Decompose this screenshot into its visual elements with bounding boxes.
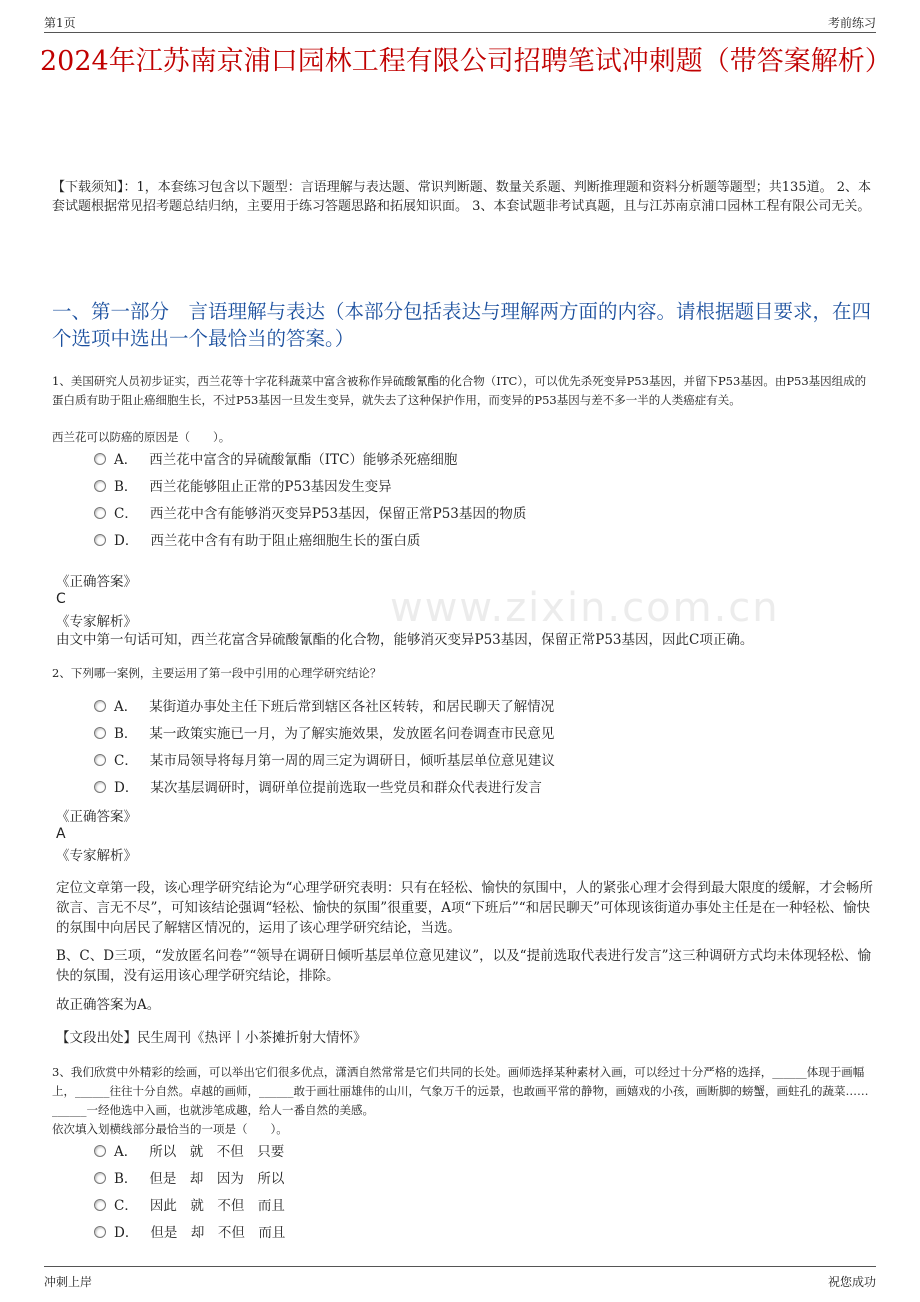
- document-title: 2024年江苏南京浦口园林工程有限公司招聘笔试冲刺题（带答案解析）: [40, 46, 892, 77]
- question-2-option-b[interactable]: B． 某一政策实施已一月，为了解实施效果，发放匿名问卷调查市民意见: [94, 724, 554, 744]
- question-2-option-c[interactable]: C． 某市局领导将每月第一周的周三定为调研日，倾听基层单位意见建议: [94, 751, 555, 771]
- question-1-analysis: 由文中第一句话可知，西兰花富含异硫酸氰酯的化合物，能够消灭变异P53基因，保留正常P53基因，因此C项正确。: [56, 632, 754, 648]
- question-1-option-a[interactable]: A． 西兰花中富含的异硫酸氰酯（ITC）能够杀死癌细胞: [94, 450, 457, 470]
- radio-icon[interactable]: [94, 727, 106, 739]
- question-2-analysis-paragraph-3: 故正确答案为A。: [56, 997, 161, 1013]
- question-1-answer-label: 《正确答案》: [56, 574, 137, 590]
- radio-icon[interactable]: [94, 1199, 106, 1211]
- page-footer: [44, 1266, 876, 1291]
- radio-icon[interactable]: [94, 534, 106, 546]
- section-heading: 一、第一部分 言语理解与表达（本部分包括表达与理解两方面的内容。请根据题目要求，在四个选项中选出一个最恰当的答案。）: [52, 300, 872, 350]
- footer-left-label: 冲刺上岸: [44, 1275, 93, 1289]
- radio-icon[interactable]: [94, 453, 106, 465]
- page-header: [44, 12, 876, 33]
- question-3-option-a[interactable]: A． 所以 就 不但 只要: [94, 1142, 284, 1162]
- question-2-answer: A: [56, 826, 66, 842]
- question-2-source: 【文段出处】民生周刊《热评丨小茶摊折射大情怀》: [56, 1030, 367, 1046]
- question-1-stem: 1、美国研究人员初步证实，西兰花等十字花科蔬菜中富含被称作异硫酸氰酯的化合物（ITC），可以优先杀死变异P53基因，并留下P53基因。由P53基因组成的蛋白质有助于阻止癌细胞生长，不过P53基因一旦发生变异，就失去了这种保护作用，而变异的P53基因与差不多一半的人类癌症有关。: [52, 374, 867, 407]
- question-2-answer-label: 《正确答案》: [56, 809, 137, 825]
- radio-icon[interactable]: [94, 781, 106, 793]
- radio-icon[interactable]: [94, 1145, 106, 1157]
- question-2-analysis-paragraph-1: 定位文章第一段，该心理学研究结论为“心理学研究表明：只有在轻松、愉快的氛围中，人的紧张心理才会得到最大限度的缓解，才会畅所欲言、言无不尽”，可知该结论强调“轻松、愉快的氛围”很重要，A项“下班后”“和居民聊天”可体现该街道办事处主任是在一种轻松、愉快的氛围中向居民了解辖区情况的，运用了该心理学研究结论，当选。: [56, 880, 873, 936]
- question-1-ask: 西兰花可以防癌的原因是（ ）。: [52, 430, 231, 444]
- page-number: 第1页: [44, 16, 76, 30]
- radio-icon[interactable]: [94, 700, 106, 712]
- question-3-ask: 依次填入划横线部分最恰当的一项是（ ）。: [52, 1122, 288, 1136]
- question-2-option-a[interactable]: A． 某街道办事处主任下班后常到辖区各社区转转，和居民聊天了解情况: [94, 697, 554, 717]
- download-notice: 【下载须知】：1，本套练习包含以下题型：言语理解与表达题、常识判断题、数量关系题、判断推理题和资料分析题等题型；共135道。 2、本套试题根据常见招考题总结归纳，主要用于练习答题思路和拓展知识面。 3、本套试题非考试真题，且与江苏南京浦口园林工程有限公司无关。: [52, 180, 871, 214]
- question-2-option-d[interactable]: D． 某次基层调研时，调研单位提前选取一些党员和群众代表进行发言: [94, 778, 542, 798]
- question-1-analysis-label: 《专家解析》: [56, 614, 137, 630]
- radio-icon[interactable]: [94, 1226, 106, 1238]
- question-1-answer: C: [56, 591, 66, 607]
- question-3-option-b[interactable]: B． 但是 却 因为 所以: [94, 1169, 284, 1189]
- footer-right-label: 祝您成功: [827, 1275, 876, 1289]
- question-2-stem: 2、下列哪一案例，主要运用了第一段中引用的心理学研究结论？: [52, 666, 382, 680]
- question-3-stem: 3、我们欣赏中外精彩的绘画，可以举出它们很多优点，潇洒自然常常是它们共同的长处。画师选择某种素材入画，可以经过十分严格的选择，______体现于画幅上，______往往十分自然。卓越的画师，______敢于画壮丽雄伟的山川，气象万千的远景，也敢画平常的静物，画嬉戏的小孩，画断脚的螃蟹，画蛀孔的蔬菜……______一经他选中入画，也就涉笔成趣，给人一番自然的美感。: [52, 1065, 869, 1117]
- question-1-option-c[interactable]: C． 西兰花中含有能够消灭变异P53基因，保留正常P53基因的物质: [94, 504, 526, 524]
- question-3-option-c[interactable]: C． 因此 就 不但 而且: [94, 1196, 285, 1216]
- radio-icon[interactable]: [94, 754, 106, 766]
- watermark: www.zixin.com.cn: [390, 585, 780, 631]
- question-1-option-d[interactable]: D． 西兰花中含有有助于阻止癌细胞生长的蛋白质: [94, 531, 420, 551]
- radio-icon[interactable]: [94, 1172, 106, 1184]
- question-2-analysis-label: 《专家解析》: [56, 848, 137, 864]
- question-1-option-b[interactable]: B． 西兰花能够阻止正常的P53基因发生变异: [94, 477, 392, 497]
- radio-icon[interactable]: [94, 480, 106, 492]
- header-label: 考前练习: [827, 16, 876, 30]
- question-2-analysis-paragraph-2: B、C、D三项，“发放匿名问卷”“领导在调研日倾听基层单位意见建议”，以及“提前选取代表进行发言”这三种调研方式均未体现轻松、愉快的氛围，没有运用该心理学研究结论，排除。: [56, 948, 871, 984]
- radio-icon[interactable]: [94, 507, 106, 519]
- question-3-option-d[interactable]: D． 但是 却 不但 而且: [94, 1223, 285, 1243]
